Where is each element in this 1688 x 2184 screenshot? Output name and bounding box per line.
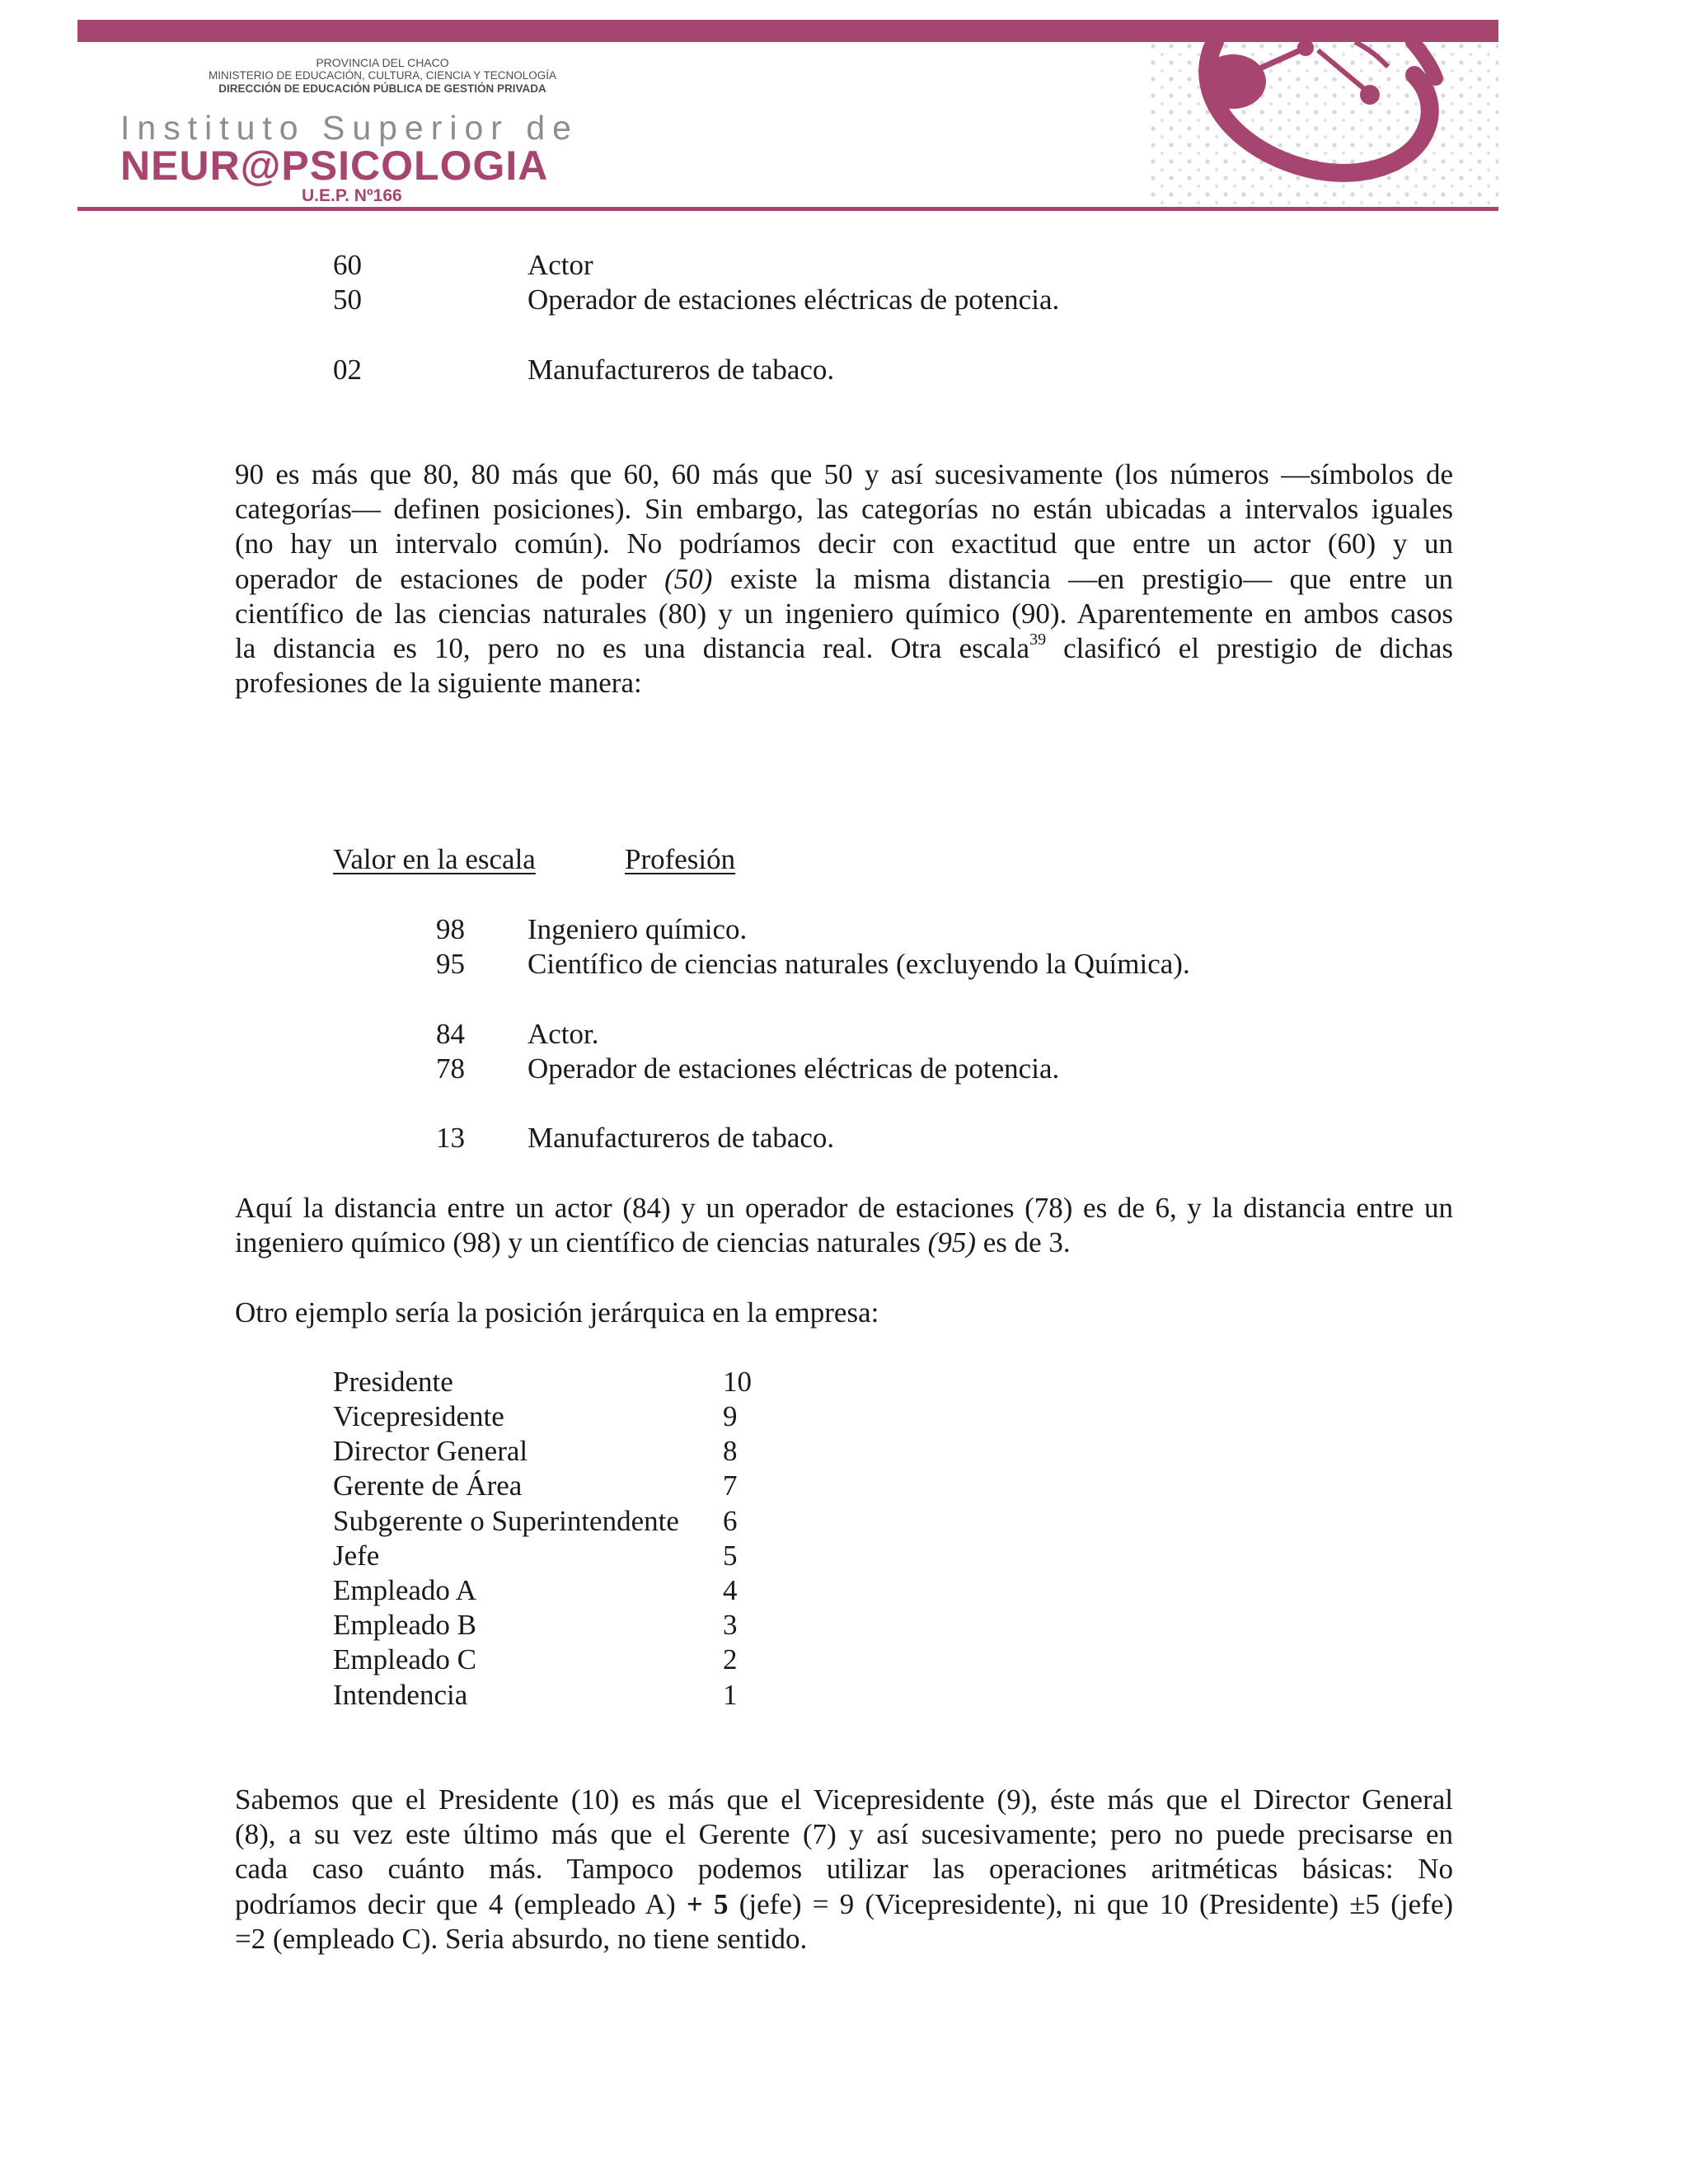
scale2-profession: Manufactureros de tabaco. [528, 1122, 835, 1154]
footnote-ref: 39 [1029, 630, 1047, 649]
hierarchy-position: Empleado C [333, 1643, 476, 1675]
hierarchy-value: 3 [723, 1609, 738, 1641]
scale1-value: 02 [333, 354, 362, 386]
paragraph-line: (8), a su vez este último más que el Gerente (7) y así sucesivamente; pero no puede precisarse en [235, 1818, 1453, 1851]
scale1-profession: Actor [528, 249, 593, 281]
paragraph-line: 90 es más que 80, 80 más que 60, 60 más que 50 y así sucesivamente (los números —símbolos de [235, 458, 1453, 490]
scale2-value: 84 [436, 1018, 465, 1050]
paragraph-conclusion [235, 1783, 1453, 1957]
scale2-profession: Ingeniero químico. [528, 913, 748, 945]
bold-operation: + 5 [686, 1887, 729, 1920]
paragraph-line: operador de estaciones de poder (50) existe la misma distancia —en prestigio— que entre un [235, 562, 1454, 595]
institute-name: Instituto Superior de [120, 109, 579, 147]
neuron-logo-icon [1108, 42, 1503, 207]
hierarchy-position: Presidente [333, 1366, 453, 1398]
paragraph-line: Sabemos que el Presidente (10) es más que el Vicepresidente (9), éste más que el Director General [235, 1783, 1453, 1816]
paragraph-line: Aquí la distancia entre un actor (84) y un operador de estaciones (78) es de 6, y la distancia entre un [235, 1192, 1453, 1224]
institution-lines [152, 56, 613, 96]
paragraph-line: categorías— definen posiciones). Sin embargo, las categorías no están ubicadas a intervalos iguales [235, 493, 1453, 526]
hierarchy-position: Intendencia [333, 1679, 468, 1711]
institute-uep-number: U.E.P. Nº166 [302, 186, 402, 205]
paragraph-line: cada caso cuánto más. Tampoco podemos utilizar las operaciones aritméticas básicas: No [235, 1853, 1453, 1886]
header-bottom-bar [77, 207, 1498, 211]
scale2-profession: Operador de estaciones eléctricas de potencia. [528, 1052, 1060, 1085]
hierarchy-position: Empleado B [333, 1609, 476, 1641]
paragraph-line: ingeniero químico (98) y un científico de ciencias naturales (95) es de 3. [235, 1226, 1071, 1259]
province-label: PROVINCIA DEL CHACO [316, 56, 449, 69]
scale2-profession: Científico de ciencias naturales (excluyendo la Química). [528, 948, 1190, 980]
hierarchy-value: 5 [723, 1540, 738, 1572]
paragraph-line: la distancia es 10, pero no es una distancia real. Otra escala$^{39}$ clasificó el prestigio de dichas [235, 630, 1454, 664]
scale1-value: 50 [333, 284, 362, 316]
direction-label: DIRECCIÓN DE EDUCACIÓN PÚBLICA DE GESTIÓN PRIVADA [218, 82, 546, 95]
column-header-profession: Profesión [625, 843, 736, 875]
hierarchy-value: 8 [723, 1435, 738, 1467]
hierarchy-value: 2 [723, 1643, 738, 1675]
scale2-profession: Actor. [528, 1018, 599, 1050]
hierarchy-value: 1 [723, 1679, 738, 1711]
scale2-value: 95 [436, 948, 465, 980]
hierarchy-position: Empleado A [333, 1574, 476, 1606]
hierarchy-position: Jefe [333, 1540, 380, 1572]
hierarchy-position: Vicepresidente [333, 1400, 504, 1432]
paragraph-hierarchy-intro: Otro ejemplo sería la posición jerárquica en la empresa: [235, 1296, 879, 1329]
hierarchy-value: 4 [723, 1574, 738, 1606]
hierarchy-position: Director General [333, 1435, 528, 1467]
page-header [77, 20, 1498, 214]
paragraph-line: =2 (empleado C). Seria absurdo, no tiene sentido. [235, 1922, 808, 1955]
paragraph-distance-example [235, 1191, 1453, 1260]
paragraph-line: podríamos decir que 4 (empleado A) + 5 (jefe) = 9 (Vicepresidente), ni que 10 (Presidente) ±5 (jefe) [235, 1887, 1454, 1920]
italic-value: (95) [927, 1226, 976, 1259]
scale1-value: 60 [333, 249, 362, 281]
scale1-profession: Operador de estaciones eléctricas de potencia. [528, 284, 1060, 316]
scale2-value: 13 [436, 1122, 465, 1154]
hierarchy-value: 6 [723, 1505, 738, 1537]
hierarchy-position: Subgerente o Superintendente [333, 1505, 679, 1537]
hierarchy-value: 7 [723, 1469, 738, 1502]
paragraph-line: científico de las ciencias naturales (80) y un ingeniero químico (90). Aparentemente en ambos casos [235, 597, 1453, 630]
paragraph-scale-explanation [235, 457, 1453, 701]
paragraph-line: (no hay un intervalo común). No podríamos decir con exactitud que entre un actor (60) y un [235, 527, 1453, 560]
hierarchy-value: 9 [723, 1400, 738, 1432]
hierarchy-value: 10 [723, 1366, 752, 1398]
column-header-value: Valor en la escala [333, 843, 536, 875]
scale1-profession: Manufactureros de tabaco. [528, 354, 835, 386]
scale2-value: 98 [436, 913, 465, 945]
ministry-label: MINISTERIO DE EDUCACIÓN, CULTURA, CIENCIA Y TECNOLOGÍA [208, 69, 557, 82]
hierarchy-position: Gerente de Área [333, 1469, 523, 1502]
institute-logo-wordmark: NEUR@PSICOLOGIA [120, 143, 549, 189]
paragraph-line: profesiones de la siguiente manera: [235, 667, 642, 700]
header-top-bar [77, 20, 1498, 42]
italic-value: (50) [664, 562, 713, 595]
scale2-value: 78 [436, 1052, 465, 1085]
